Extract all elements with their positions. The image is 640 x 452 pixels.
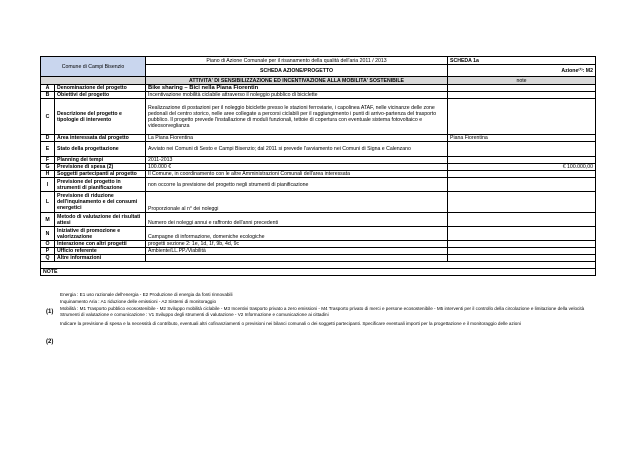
table-row: F Planning dei tempi 2011-2013	[41, 157, 596, 164]
table-row: D Area interessata dal progetto La Piana Fiorentina Piana Fiorentina	[41, 135, 596, 142]
table-row: C Descrizione del progetto e tipologie di intervento Realizzazione di postazioni per il noleggio biciclette presso le stazioni ferroviarie, i capolinea ATAF, nelle vicinanze delle zone pedonali del centro storico, nelle aree collegate a percorsi ciclabili per il raggiungimento i punti di arrivo-partenza del trasporto pubblico. Il progetto prevede l'installazione di moduli funzionali, tettoie di copertura con eventuale sistema fotovoltaico e videosorveglianza	[41, 99, 596, 135]
table-row: H Soggetti partecipanti al progetto Il Comune, in coordinamento con le altre Amministrazioni Comunali dell'area interessata	[41, 171, 596, 178]
footnote-energia: Energia : E1 uso razionale dell'energia - E2 Produzione di energia da fonti rinnovabili	[60, 292, 233, 297]
comune-name: Comune di Campi Bisenzio	[41, 57, 146, 77]
footnote-marker-1: (1)	[46, 309, 54, 315]
note-column-header: note	[448, 77, 596, 85]
section-title: ATTIVITA' DI SENSIBILIZZAZIONE ED INCENTIVAZIONE ALLA MOBILITA' SOSTENIBILE	[146, 77, 448, 85]
footnote-marker-2: (2)	[46, 339, 54, 345]
table-row: M Metodo di valutazione dei risultati attesi Numero dei noleggi annui e raffronto dell'anni precedenti	[41, 213, 596, 227]
azione-code: Azione⁽¹⁾: M2	[448, 65, 596, 77]
footnotes	[60, 292, 595, 328]
table-row: E Stato della progettazione Avviato nei Comuni di Sesto e Campi Bisenzio; dal 2011 si prevede l'avviamento nei Comuni di Signa e Calenzano	[41, 142, 596, 157]
section-blank	[41, 77, 146, 85]
scheda-title: SCHEDA AZIONE/PROGETTO	[146, 65, 448, 77]
table-row: G Previsione di spesa (2) 100.000 € € 100.000,00	[41, 164, 596, 171]
table-row: B Obiettivi del progetto Incentivazione mobilità ciclabile attraverso il noleggio pubblico di biciclette	[41, 92, 596, 99]
table-row: Q Altre informazioni	[41, 255, 596, 262]
scheda-number: SCHEDA 1a	[448, 57, 596, 65]
footnote-spesa: Indicare la previsione di spesa e la necessità di contributo, eventuali altri cofinanziamenti o previsioni nei bilanci comunali o dei soggetti partecipanti. Specificare eventuali importi per la progettazione e il monitoraggio delle azioni	[60, 321, 521, 327]
table-row: I Previsione del progetto in strumenti di pianificazione non occorre la previsione del progetto negli strumenti di pianificazione	[41, 178, 596, 192]
footnote-valutazione: Strumenti di valutazione e comunicazione : V1 Sviluppo degli strumenti di valutazione - V2 Informazione e comunicazione ai cittadini	[60, 312, 329, 318]
footnote-mobilita: Mobilità : M1 Trasporto pubblico ecosostenibile - M2 Sviluppo mobilità ciclabile - M3 Incentivi trasporto privato a zero emissioni - M4 Trasporto privato di merci e persone ecosostenibile - M5 interventi per il controllo della circolazione e limitazione della velocità	[60, 305, 585, 311]
note-label: NOTE	[41, 269, 596, 276]
plan-title: Piano di Azione Comunale per il risanamento della qualità dell'aria 2011 / 2013	[146, 57, 448, 65]
table-row: O Interazione con altri progetti progetti sezione 2: 1e, 1d, 1f, 9b, 4d, 9c	[41, 241, 596, 248]
table-row: N Iniziative di promozione e valorizzazione Campagne di informazione, domeniche ecologiche	[41, 227, 596, 241]
table-row: P Ufficio referente Ambiente/LL.PP./Viabilità	[41, 248, 596, 255]
table-row: L Previsione di riduzione dell'inquinamento e dei consumi energetici Proporzionale al n° dei noleggi	[41, 192, 596, 213]
action-sheet-table	[40, 56, 596, 276]
table-row	[41, 262, 596, 269]
footnote-inquinamento: Inquinamento Aria : A1 riduzione delle emissioni - A2 Sistemi di monitoraggio	[60, 298, 217, 304]
table-row: A Denominazione del progetto Bike sharing – Bici nella Piana Fiorentin	[41, 85, 596, 92]
